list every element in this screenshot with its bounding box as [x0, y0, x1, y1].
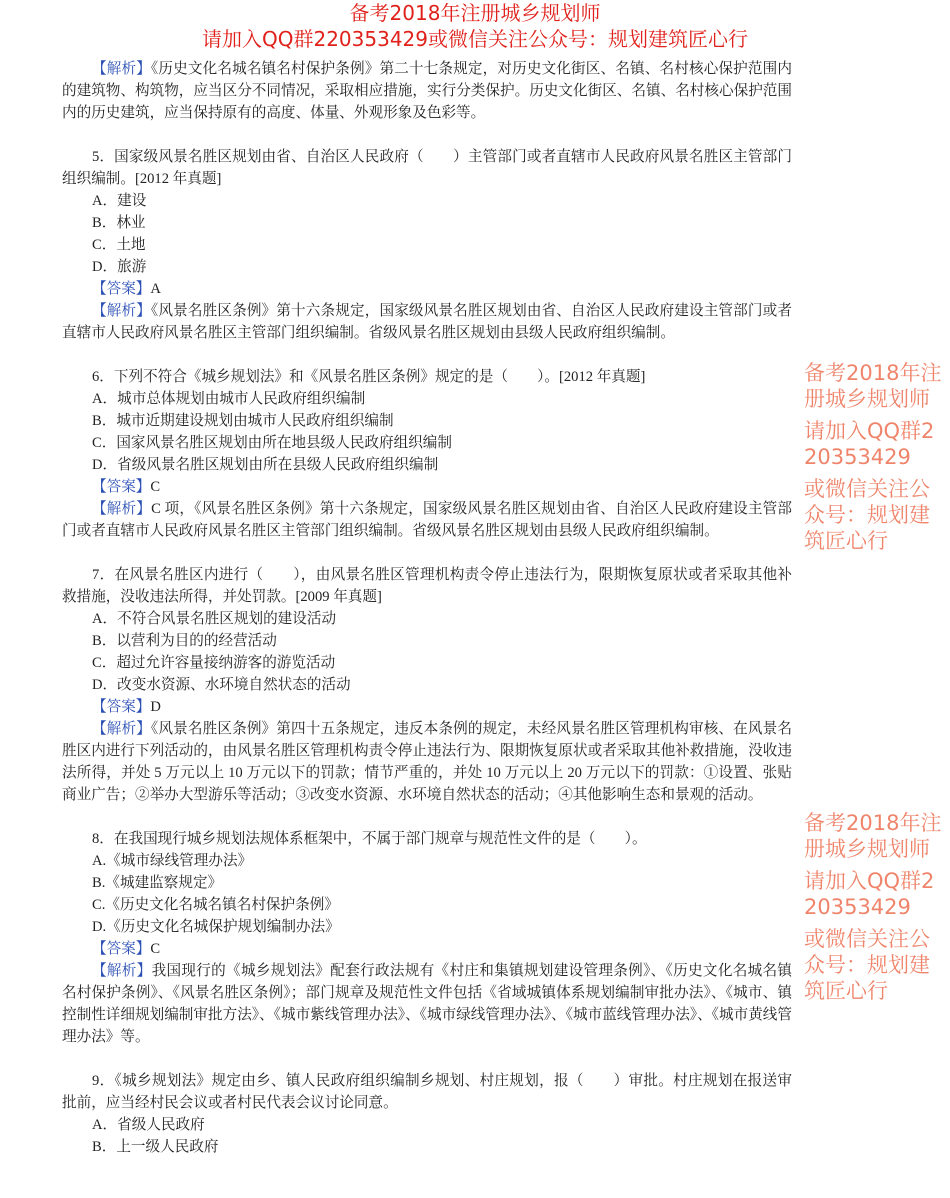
- question-option: B．林业: [92, 215, 146, 231]
- question-block: [62, 124, 792, 344]
- question-option: C．国家风景名胜区规划由所在地县级人民政府组织编制: [92, 435, 452, 451]
- question-option: B．城市近期建设规划由城市人民政府组织编制: [92, 413, 394, 429]
- answer-line: [62, 476, 792, 498]
- answer-label: 【答案】: [92, 699, 151, 715]
- question-block: [62, 542, 792, 806]
- question-stem: 5．国家级风景名胜区规划由省、自治区人民政府（ ）主管部门或者直辖市人民政府风景名胜区主管部门组织编制。[2012 年真题]: [62, 149, 792, 187]
- watermark-mid2-group: [804, 810, 944, 1010]
- question-stem: 6．下列不符合《城乡规划法》和《风景名胜区条例》规定的是（ ）。[2012 年真题]: [92, 369, 646, 385]
- analysis-label: 【解析】: [92, 61, 151, 77]
- watermark-mid2-line1: 备考2018年注册城乡规划师: [804, 811, 942, 861]
- watermark-top-line2: 请加入QQ群220353429或微信关注公众号：规划建筑匠心行: [201, 27, 748, 51]
- analysis-paragraph: [62, 718, 792, 806]
- analysis-paragraph: [62, 300, 792, 344]
- question-stem: 8．在我国现行城乡规划法规体系框架中，不属于部门规章与规范性文件的是（ ）。: [92, 831, 647, 847]
- analysis-text: 我国现行的《城乡规划法》配套行政法规有《村庄和集镇规划建设管理条例》、《历史文化名城名镇名村保护条例》、《风景名胜区条例》；部门规章及规范性文件包括《省域城镇体系规划编制审批办法》、《城市、镇控制性详细规划编制审批方法》、《城市紫线管理办法》、《城市绿线管理办法》、《城市蓝线管理办法》、《城市黄线管理办法》等。: [62, 963, 792, 1045]
- answer-value: A: [150, 281, 161, 297]
- question-option: A．建设: [92, 193, 147, 209]
- question-option: B．以营利为目的的经营活动: [92, 633, 277, 649]
- question-option: B．上一级人民政府: [92, 1139, 219, 1155]
- question-option: A．不符合风景名胜区规划的建设活动: [92, 611, 337, 627]
- answer-line: [62, 278, 792, 300]
- analysis-paragraph: [62, 960, 792, 1048]
- question-option: A.《城市绿线管理办法》: [92, 853, 253, 869]
- watermark-mid-line3: 或微信关注公众号：规划建筑匠心行: [804, 477, 930, 553]
- question-option: C．超过允许容量接纳游客的游览活动: [92, 655, 336, 671]
- analysis-text: C 项，《风景名胜区条例》第十六条规定，国家级风景名胜区规划由省、自治区人民政府建设主管部门或者直辖市人民政府风景名胜区主管部门组织编制。省级风景名胜区规划由县级人民政府组织编制。: [62, 501, 792, 539]
- intro-analysis-text: 《历史文化名城名镇名村保护条例》第二十七条规定，对历史文化街区、名镇、名村核心保护范围内的建筑物、构筑物，应当区分不同情况，采取相应措施，实行分类保护。历史文化街区、名镇、名村核心保护范围内的历史建筑，应当保持原有的高度、体量、外观形象及色彩等。: [62, 61, 792, 121]
- question-block: [62, 1048, 792, 1158]
- spacer: [62, 806, 792, 828]
- watermark-mid-group: [804, 360, 944, 560]
- watermark-mid-line1: 备考2018年注册城乡规划师: [804, 361, 942, 411]
- answer-label: 【答案】: [92, 479, 151, 495]
- watermark-mid2-line2: 请加入QQ群220353429: [804, 869, 935, 919]
- question-option: D．省级风景名胜区规划由所在县级人民政府组织编制: [92, 457, 439, 473]
- spacer: [62, 542, 792, 564]
- analysis-text: 《风景名胜区条例》第四十五条规定，违反本条例的规定，未经风景名胜区管理机构审核、在风景名胜区内进行下列活动的，由风景名胜区管理机构责令停止违法行为、限期恢复原状或者采取其他补救措施，没收违法所得，并处 5 万元以上 10 万元以下的罚款；情节严重的，并处 10 万元以上 20 万元以下的罚款：①设置、张贴商业广告；②举办大型游乐等活动；③改变水资源、水环境自然状态的活动；④其他影响生态和景观的活动。: [62, 721, 792, 803]
- question-option: A．城市总体规划由城市人民政府组织编制: [92, 391, 366, 407]
- watermark-top-line1: 备考2018年注册城乡规划师: [349, 1, 601, 25]
- question-block: [62, 806, 792, 1048]
- document-body: [62, 58, 792, 1158]
- analysis-label: 【解析】: [92, 963, 152, 979]
- question-option: D．改变水资源、水环境自然状态的活动: [92, 677, 351, 693]
- analysis-text: 《风景名胜区条例》第十六条规定，国家级风景名胜区规划由省、自治区人民政府建设主管部门或者直辖市人民政府风景名胜区主管部门组织编制。省级风景名胜区规划由县级人民政府组织编制。: [62, 303, 792, 341]
- question-option: C.《历史文化名城名镇名村保护条例》: [92, 897, 339, 913]
- question-list: [62, 124, 792, 1158]
- question-option: A．省级人民政府: [92, 1117, 205, 1133]
- answer-label: 【答案】: [92, 281, 151, 297]
- question-stem: 9．《城乡规划法》规定由乡、镇人民政府组织编制乡规划、村庄规划，报（ ）审批。村庄规划在报送审批前，应当经村民会议或者村民代表会议讨论同意。: [62, 1073, 792, 1111]
- answer-line: [62, 938, 792, 960]
- watermark-mid-line2: 请加入QQ群220353429: [804, 419, 935, 469]
- question-block: [62, 344, 792, 542]
- question-option: B.《城建监察规定》: [92, 875, 223, 891]
- question-stem: 7．在风景名胜区内进行（ ），由风景名胜区管理机构责令停止违法行为，限期恢复原状或者采取其他补救措施，没收违法所得，并处罚款。[2009 年真题]: [62, 567, 792, 605]
- analysis-label: 【解析】: [92, 501, 152, 517]
- analysis-label: 【解析】: [92, 303, 151, 319]
- spacer: [62, 124, 792, 146]
- question-option: D.《历史文化名城保护规划编制办法》: [92, 919, 340, 935]
- answer-value: C: [150, 479, 161, 495]
- answer-value: C: [150, 941, 161, 957]
- watermark-mid2-line3: 或微信关注公众号：规划建筑匠心行: [804, 927, 930, 1003]
- analysis-label: 【解析】: [92, 721, 151, 737]
- question-option: C．土地: [92, 237, 146, 253]
- spacer: [62, 1048, 792, 1070]
- intro-analysis: [62, 58, 792, 124]
- answer-line: [62, 696, 792, 718]
- answer-label: 【答案】: [92, 941, 151, 957]
- answer-value: D: [150, 699, 161, 715]
- analysis-paragraph: [62, 498, 792, 542]
- spacer: [62, 344, 792, 366]
- question-option: D．旅游: [92, 259, 147, 275]
